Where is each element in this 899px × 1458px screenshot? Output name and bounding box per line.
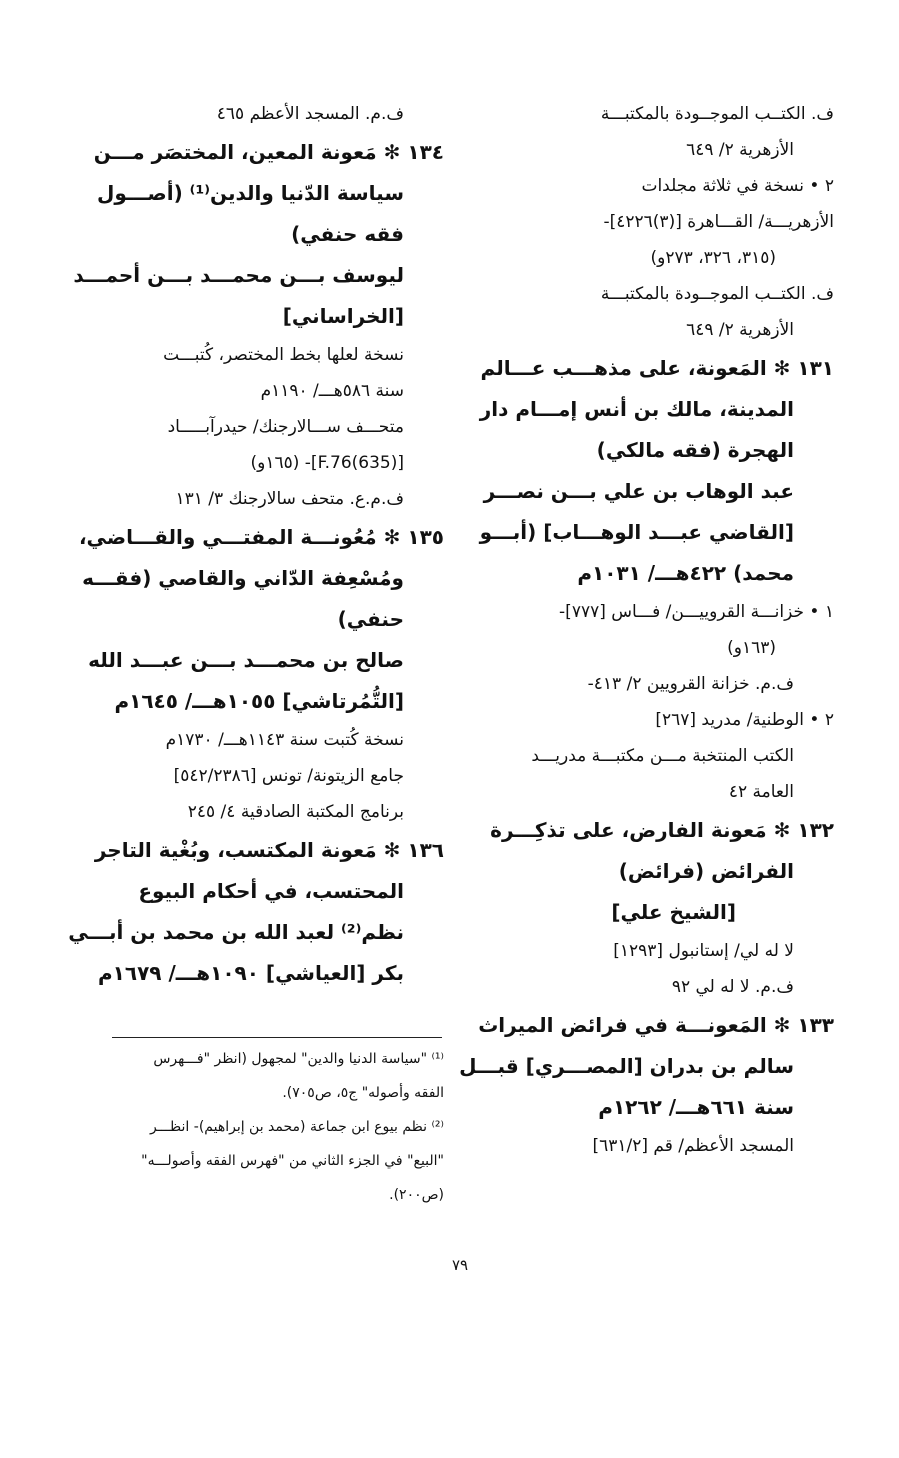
text-line: ٢ • الوطنية/ مدريد [٢٦٧] <box>655 710 834 730</box>
text-line: الفرائض (فرائض) <box>618 859 794 883</box>
text-line: ف.م.ع. متحف سالارجنك ٣/ ١٣١ <box>175 489 404 509</box>
author-line: نظم⁽²⁾ لعبد الله بن محمد بن أبـــي <box>68 920 404 944</box>
text-line: العامة ٤٢ <box>728 782 794 802</box>
author-line: صالح بن محمـــد بـــن عبـــد الله <box>88 648 404 672</box>
page-number: ٧٩ <box>451 1256 469 1274</box>
text-line: ف.م. لا له لي ٩٢ <box>671 977 794 997</box>
text-line: ف. الكتــب الموجــودة بالمكتبـــة <box>600 284 834 304</box>
footnote-line: ⁽¹⁾ "سياسة الدنيا والدين" لمجهول (انظر "فـــهرس <box>153 1051 444 1067</box>
text-line: [F.76(635)]- (١٦٥و) <box>250 453 404 473</box>
entry-heading-132: ١٣٢ ✻ مَعونة الفارض، على تذكِـــرة <box>490 818 834 842</box>
entry-heading-136: ١٣٦ ✻ مَعونة المكتسب، وبُغْية التاجر <box>94 838 444 862</box>
author-line: [التُّمُرتاشي] ١٠٥٥هـــ/ ١٦٤٥م <box>114 689 404 713</box>
entry-heading-131: ١٣١ ✻ المَعونة، على مذهـــب عـــالم <box>480 356 834 380</box>
text-line: ١ • خزانـــة القروييـــن/ فـــاس [٧٧٧]- <box>559 602 834 622</box>
entry-heading-133: ١٣٣ ✻ المَعونـــة في فرائض الميراث <box>478 1013 834 1037</box>
entry-heading-134: ١٣٤ ✻ مَعونة المعين، المختصَر مـــن <box>93 140 444 164</box>
author-line: [القاضي عبـــد الوهـــاب] (أبـــو <box>479 520 794 544</box>
author-line: بكر [العياشي] ١٠٩٠هـــ/ ١٦٧٩م <box>97 961 404 985</box>
author-line: [الشيخ علي] <box>611 900 736 924</box>
text-line: الهجرة (فقه مالكي) <box>596 438 794 462</box>
footnote-line: "البيع" في الجزء الثاني من "فهرس الفقه وأصولـــه" <box>141 1153 444 1169</box>
right-column <box>459 96 834 1164</box>
text-line: برنامج المكتبة الصادقية ٤/ ٢٤٥ <box>187 802 404 822</box>
text-line: ومُسْعِفة الدّاني والقاصي (فقـــه <box>82 566 404 590</box>
entry-heading-135: ١٣٥ ✻ مُعُونـــة المفتـــي والقـــاضي، <box>78 525 444 549</box>
text-line: سياسة الدّنيا والدين⁽¹⁾ (أصـــول <box>96 181 404 205</box>
text-line: ف.م. خزانة القرويين ٢/ ٤١٣- <box>587 674 794 694</box>
text-line: المحتسب، في أحكام البيوع <box>138 879 404 903</box>
text-line: سنة ٦٦١هـــ/ ١٢٦٢م <box>598 1095 794 1119</box>
text-line: نسخة لعلها بخط المختصر، كُتبـــت <box>163 345 404 365</box>
text-line: الأزهريـــة/ القـــاهرة [(٣)٤٢٢٦]- <box>603 212 834 232</box>
author-line: عبد الوهاب بن علي بـــن نصـــر <box>483 479 794 503</box>
footnote-divider <box>112 1037 442 1038</box>
left-column <box>68 96 444 994</box>
text-line: الكتب المنتخبة مـــن مكتبـــة مدريـــد <box>531 746 794 766</box>
footnote-line: (ص٢٠٠). <box>389 1187 444 1203</box>
text-line: الأزهرية ٢/ ٦٤٩ <box>686 320 794 340</box>
text-line: المدينة، مالك بن أنس إمـــام دار <box>479 397 794 421</box>
text-line: الأزهرية ٢/ ٦٤٩ <box>686 140 794 160</box>
text-line: جامع الزيتونة/ تونس [٥٤٢/٢٣٨٦] <box>173 766 404 786</box>
text-line: لا له لي/ إستانبول [١٢٩٣] <box>613 941 794 961</box>
text-line: ٢ • نسخة في ثلاثة مجلدات <box>641 176 834 196</box>
author-line: محمد) ٤٢٢هـــ/ ١٠٣١م <box>577 561 794 585</box>
text-line: المسجد الأعظم/ قم [٦٣١/٢] <box>592 1136 794 1156</box>
text-line: (٣١٥، ٣٢٦، ٢٧٣و) <box>650 248 776 268</box>
text-line: فقه حنفي) <box>291 222 404 246</box>
footnote-line: ⁽²⁾ نظم بيوع ابن جماعة (محمد بن إبراهيم)- انظـــر <box>150 1119 444 1135</box>
author-line: ليوسف بـــن محمـــد بـــن أحمـــد <box>73 263 404 287</box>
author-line: [الخراساني] <box>282 304 404 328</box>
footnotes <box>99 1042 444 1212</box>
author-line: سالم بن بدران [المصـــري] قبـــل <box>459 1054 794 1078</box>
text-line: ف.م. المسجد الأعظم ٤٦٥ <box>216 104 404 124</box>
text-line: متحـــف ســـالارجنك/ حيدرآبـــــاد <box>167 417 404 437</box>
text-line: (١٦٣و) <box>727 638 776 658</box>
text-line: ف. الكتــب الموجــودة بالمكتبـــة <box>600 104 834 124</box>
text-line: سنة ٥٨٦هـــ/ ١١٩٠م <box>260 381 404 401</box>
footnote-line: الفقه وأصوله" ج٥، ص٧٠٥). <box>282 1085 444 1101</box>
text-line: نسخة كُتبت سنة ١١٤٣هـــ/ ١٧٣٠م <box>165 730 404 750</box>
text-line: حنفي) <box>337 607 404 631</box>
